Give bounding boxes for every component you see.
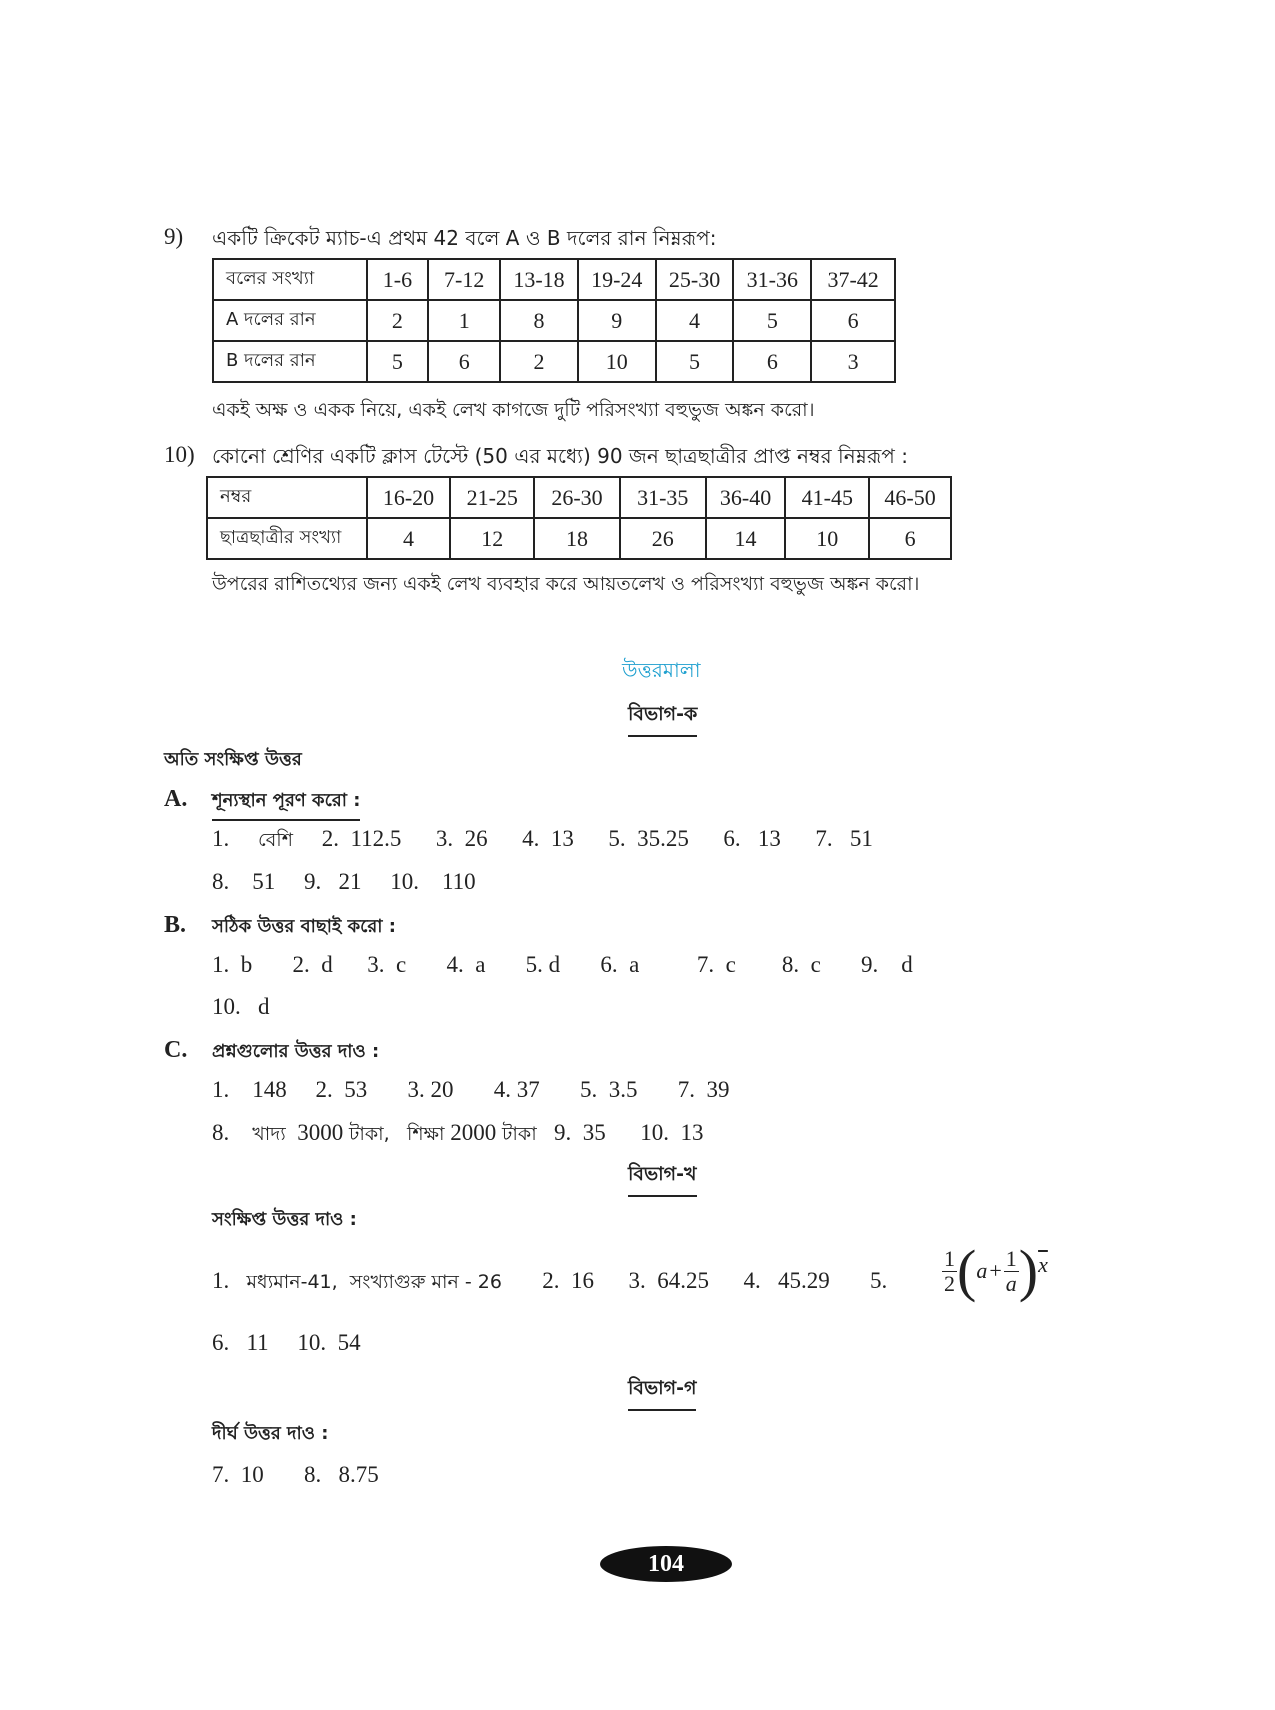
section-ga-answers-line-1: 7. 10 8. 8.75: [212, 1462, 379, 1487]
fraction-numerator: 1: [944, 1246, 955, 1272]
part-c-heading: প্রশ্নগুলোর উত্তর দাও :: [212, 1041, 380, 1062]
table-cell: 5: [367, 341, 429, 382]
fraction-numerator: 1: [1005, 1246, 1017, 1272]
variable-x-bar: $\overline{x}$: [1038, 1252, 1048, 1277]
table-cell: 2: [367, 300, 429, 341]
table-cell: 5: [656, 341, 734, 382]
table-cell: 12: [450, 518, 534, 559]
table-cell: 1: [428, 300, 500, 341]
answer-num: 1.: [212, 1268, 230, 1293]
table-cell: 13-18: [500, 259, 578, 300]
table-cell: 26: [620, 518, 706, 559]
table-cell: 1-6: [367, 259, 429, 300]
table-cell: 2: [500, 341, 578, 382]
part-b-letter: B.: [164, 912, 187, 938]
question-9-instruction: একই অক্ষ ও একক নিয়ে, একই লেখ কাগজে দুটি পরিসংখ্যা বহুভুজ অঙ্কন করো।: [212, 399, 815, 421]
question-10-number: 10): [164, 442, 195, 467]
table-cell: 18: [534, 518, 620, 559]
taka-label: টাকা: [502, 1123, 537, 1145]
fraction-one-over-a: [1004, 1247, 1019, 1294]
table-cell: 8: [500, 300, 578, 341]
part-c-answers-line-1: 1. 148 2. 53 3. 20 4. 37 5. 3.5 7. 39: [212, 1077, 730, 1102]
taka-label: টাকা,: [348, 1123, 390, 1145]
table-cell: 21-25: [450, 477, 534, 518]
short-answer-heading: সংক্ষিপ্ত উত্তর দাও :: [212, 1209, 357, 1230]
section-ka-heading: বিভাগ-ক: [628, 700, 697, 737]
table-cell: 46-50: [869, 477, 951, 518]
table-cell: 36-40: [706, 477, 786, 518]
fraction-denominator: 2: [944, 1270, 955, 1296]
table-cell: 6: [733, 341, 811, 382]
table-cell: 3: [811, 341, 895, 382]
question-10-text: কোনো শ্রেণির একটি ক্লাস টেস্টে (50 এর মধ্যে) 90 জন ছাত্রছাত্রীর প্রাপ্ত নম্বর নিম্নরূপ :: [212, 444, 908, 468]
table-cell: 16-20: [367, 477, 451, 518]
section-kha-answers-line-1: [212, 1268, 887, 1300]
part-c-letter: C.: [164, 1037, 188, 1063]
table-header-row: [207, 477, 951, 518]
answer-word: বেশি: [258, 829, 293, 851]
marks-table: [206, 476, 952, 560]
question-9-number: 9): [164, 224, 184, 249]
table-cell: 26-30: [534, 477, 620, 518]
table-cell: B দলের রান: [213, 341, 367, 382]
part-a-answers-line-2: 8. 51 9. 21 10. 110: [212, 869, 476, 894]
cricket-runs-table: [212, 258, 896, 383]
table-cell: 10: [578, 341, 656, 382]
section-ga-heading: বিভাগ-গ: [628, 1374, 696, 1411]
table-cell: 41-45: [785, 477, 869, 518]
answer-num: 8.: [212, 1120, 230, 1145]
table-row: [207, 518, 951, 559]
table-cell: 9: [578, 300, 656, 341]
table-cell: 31-36: [733, 259, 811, 300]
right-paren-icon: ): [1018, 1238, 1039, 1303]
table-cell: 14: [706, 518, 786, 559]
table-header-row: [213, 259, 895, 300]
mean-mode-answer: মধ্যমান-41, সংখ্যাগুরু মান - 26: [246, 1271, 502, 1293]
answer-rest: 2. 16 3. 64.25 4. 45.29 5.: [542, 1268, 888, 1293]
question-9-text: একটি ক্রিকেট ম্যাচ-এ প্রথম 42 বলে A ও B দলের রান নিম্নরূপ:: [212, 226, 717, 250]
table-cell: 5: [733, 300, 811, 341]
table-cell: 37-42: [811, 259, 895, 300]
table-cell: 31-35: [620, 477, 706, 518]
long-answer-heading: দীর্ঘ উত্তর দাও :: [212, 1423, 329, 1444]
part-b-answers-line-2: 10. d: [212, 994, 270, 1019]
left-paren-icon: (: [957, 1238, 977, 1303]
table-cell: 7-12: [428, 259, 500, 300]
section-kha-heading: বিভাগ-খ: [628, 1160, 697, 1197]
variable-a: a: [976, 1258, 988, 1283]
table-cell: 10: [785, 518, 869, 559]
part-b-heading: সঠিক উত্তর বাছাই করো :: [212, 916, 396, 937]
table-cell: 4: [367, 518, 451, 559]
table-cell: বলের সংখ্যা: [213, 259, 367, 300]
answer-rest: 9. 35 10. 13: [553, 1120, 704, 1145]
table-cell: 6: [869, 518, 951, 559]
table-cell: 6: [428, 341, 500, 382]
table-cell: A দলের রান: [213, 300, 367, 341]
table-cell: 4: [656, 300, 734, 341]
education-value: 2000: [450, 1120, 497, 1145]
table-row: [213, 341, 895, 382]
plus-sign: +: [989, 1258, 1002, 1283]
part-a-answers-line-1: [212, 826, 873, 858]
table-cell: 19-24: [578, 259, 656, 300]
table-cell: ছাত্রছাত্রীর সংখ্যা: [207, 518, 367, 559]
table-row: [213, 300, 895, 341]
very-short-heading: অতি সংক্ষিপ্ত উত্তর: [164, 749, 302, 770]
answer-num: 1.: [212, 826, 230, 851]
part-c-answers-line-2: [212, 1120, 703, 1152]
food-label: খাদ্য: [252, 1123, 286, 1145]
fraction-denominator: a: [1005, 1270, 1017, 1296]
food-value: 3000: [297, 1120, 344, 1145]
section-kha-answers-line-2: 6. 11 10. 54: [212, 1330, 361, 1355]
education-label: শিক্ষা: [406, 1123, 445, 1145]
part-a-letter: A.: [164, 786, 188, 812]
answer-rest: 2. 112.5 3. 26 4. 13 5. 35.25 6. 13 7. 51: [321, 826, 873, 851]
table-cell: 25-30: [656, 259, 734, 300]
formula-answer-5: [942, 1238, 1048, 1303]
fraction-half: [942, 1247, 957, 1294]
part-b-answers-line-1: 1. b 2. d 3. c 4. a 5. d 6. a 7. c 8. c 9. d: [212, 952, 913, 977]
part-a-heading: শূন্যস্থান পূরণ করো :: [212, 786, 360, 821]
answers-title: উত্তরমালা: [622, 658, 701, 682]
question-10-instruction: উপরের রাশিতথ্যের জন্য একই লেখ ব্যবহার করে আয়তলেখ ও পরিসংখ্যা বহুভুজ অঙ্কন করো।: [212, 573, 920, 595]
table-cell: নম্বর: [207, 477, 367, 518]
page-number: 104: [600, 1546, 732, 1582]
table-cell: 6: [811, 300, 895, 341]
